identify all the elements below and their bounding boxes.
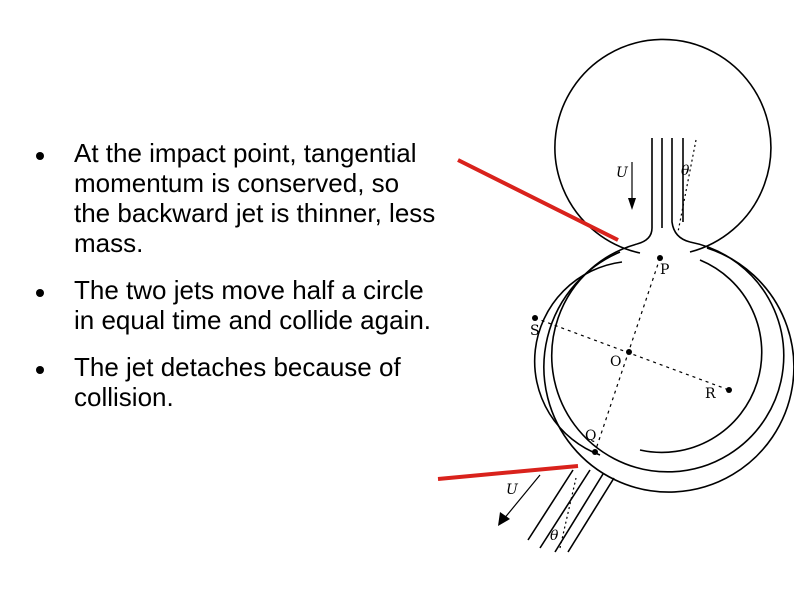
arrowhead-icon <box>628 198 636 210</box>
dashed-diameters <box>535 258 729 452</box>
point-P <box>657 255 663 261</box>
label-Q: Q <box>585 428 597 444</box>
point-Q <box>592 449 598 455</box>
outgoing-jet <box>528 470 614 552</box>
bullet-text: The jet detaches because of collision. <box>74 352 401 412</box>
label-U-bottom: U <box>506 482 518 498</box>
label-U-top: U <box>616 165 628 181</box>
bullet-text: The two jets move half a circle in equal time and collide again. <box>74 275 432 335</box>
label-S: S <box>530 323 540 339</box>
bullet-text: At the impact point, tangential momentum is conserved, so the backward jet is thinner, less mass. <box>74 138 436 258</box>
point-S <box>532 315 538 321</box>
pointer-line-detach <box>438 466 578 479</box>
label-theta-bottom: θ <box>550 528 559 544</box>
point-O <box>626 349 632 355</box>
point-R <box>726 387 732 393</box>
pointer-line-impact <box>458 160 618 240</box>
label-P: P <box>660 262 670 278</box>
incoming-jet <box>637 138 696 244</box>
label-theta-top: θ <box>681 163 690 179</box>
label-R: R <box>705 386 716 402</box>
points <box>532 255 732 455</box>
label-O: O <box>610 354 622 370</box>
